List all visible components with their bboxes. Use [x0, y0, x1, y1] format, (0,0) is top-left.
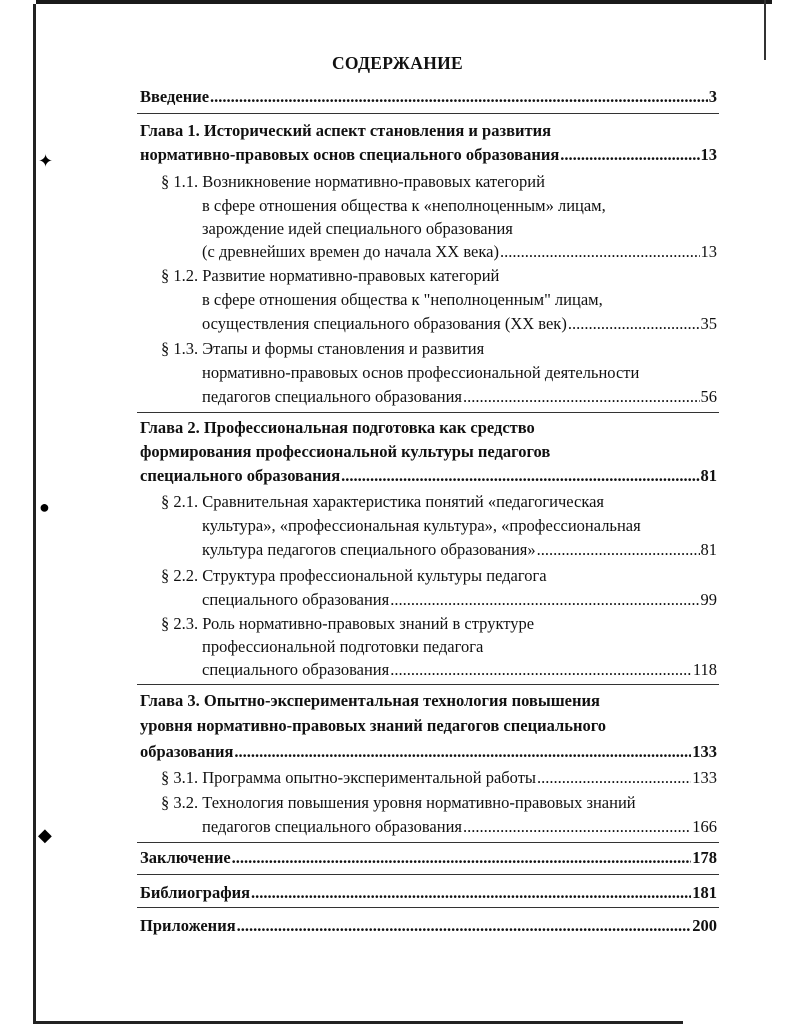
toc-entry-section-1-2[interactable]: [202, 313, 717, 335]
scan-border-top: [36, 0, 772, 4]
toc-page-number: 118: [692, 660, 717, 679]
section-1-2-line: в сфере отношения общества к "неполноценным" лицам,: [202, 290, 603, 309]
toc-entry-label: культура педагогов специального образования»: [202, 540, 536, 559]
scan-blot-icon: ◆: [38, 825, 52, 845]
leader-dots: [463, 386, 700, 408]
toc-entry-label: Приложения: [140, 916, 236, 935]
leader-dots: [232, 847, 692, 869]
leader-dots: [568, 313, 700, 335]
section-number: § 2.2.: [161, 566, 199, 585]
toc-page-number: 133: [692, 768, 717, 787]
toc-entry-section-2-1[interactable]: [202, 539, 717, 561]
toc-entry-chapter-2[interactable]: [140, 465, 717, 487]
toc-page-number: 35: [700, 314, 717, 333]
toc-entry-label: педагогов специального образования: [202, 817, 462, 836]
scan-border-right: [764, 0, 766, 60]
toc-entry-section-2-3[interactable]: [202, 659, 717, 681]
leader-dots: [341, 465, 699, 487]
leader-dots: [251, 882, 691, 904]
chapter-2-heading[interactable]: Глава 2. Профессиональная подготовка как средство: [140, 418, 535, 437]
section-title: Развитие нормативно-правовых категорий: [202, 266, 500, 285]
leader-dots: [537, 767, 691, 789]
leader-dots: [560, 144, 699, 166]
section-2-3-line: профессиональной подготовки педагога: [202, 637, 484, 656]
section-1-2-heading[interactable]: [161, 265, 499, 287]
chapter-3-heading[interactable]: Глава 3. Опытно-экспериментальная технология повышения: [140, 691, 600, 710]
divider: [137, 874, 719, 875]
section-title: Технология повышения уровня нормативно-правовых знаний: [202, 793, 636, 812]
toc-entry-label: специального образования: [202, 660, 390, 679]
section-title: Возникновение нормативно-правовых категорий: [202, 172, 545, 191]
toc-entry-introduction[interactable]: [140, 86, 717, 108]
section-number: § 3.1.: [161, 768, 199, 787]
section-1-1-line: зарождение идей специального образования: [202, 219, 513, 238]
toc-entry-section-1-1[interactable]: [202, 241, 717, 263]
section-title: Программа опытно-экспериментальной работы: [202, 768, 536, 787]
section-title: Структура профессиональной культуры педагога: [202, 566, 547, 585]
toc-entry-label: образования: [140, 742, 234, 761]
toc-entry-section-1-3[interactable]: [202, 386, 717, 408]
section-number: § 3.2.: [161, 793, 199, 812]
toc-entry-bibliography[interactable]: [140, 882, 717, 904]
toc-entry-label: Библиография: [140, 883, 251, 902]
divider: [137, 907, 719, 908]
toc-page-number: 178: [692, 848, 717, 867]
toc-page-number: 166: [692, 817, 717, 836]
section-number: § 1.3.: [161, 339, 199, 358]
section-number: § 2.3.: [161, 614, 199, 633]
chapter-1-heading[interactable]: Глава 1. Исторический аспект становления и развития: [140, 121, 552, 140]
scan-blot-icon: ●: [39, 497, 50, 517]
toc-page-number: 181: [692, 883, 717, 902]
section-2-1-heading[interactable]: [161, 491, 604, 513]
section-2-1-line: культура», «профессиональная культура», «профессиональная: [202, 516, 641, 535]
toc-entry-label: Введение: [140, 87, 210, 106]
toc-entry-label: нормативно-правовых основ специального образования: [140, 145, 560, 164]
toc-entry-label: [161, 767, 536, 789]
toc-entry-section-3-1[interactable]: [161, 767, 717, 789]
chapter-3-line: уровня нормативно-правовых знаний педагогов специального: [140, 716, 607, 735]
toc-entry-label: осуществления специального образования (XX век): [202, 314, 567, 333]
toc-page-number: 13: [700, 242, 717, 261]
divider: [137, 113, 719, 114]
leader-dots: [234, 741, 691, 763]
divider: [137, 684, 719, 685]
section-1-3-heading[interactable]: [161, 338, 484, 360]
section-1-1-heading[interactable]: [161, 171, 545, 193]
toc-entry-label: специального образования: [202, 590, 390, 609]
leader-dots: [390, 589, 699, 611]
toc-page-number: 56: [700, 387, 717, 406]
toc-entry-label: (с древнейших времен до начала XX века): [202, 242, 499, 261]
section-number: § 1.1.: [161, 172, 199, 191]
leader-dots: [537, 539, 700, 561]
divider: [137, 412, 719, 413]
leader-dots: [210, 86, 708, 108]
section-3-2-heading[interactable]: [161, 792, 636, 814]
scan-blot-icon: ✦: [38, 151, 54, 171]
scan-border-bottom: [33, 1021, 683, 1024]
section-2-2-heading[interactable]: [161, 565, 547, 587]
toc-page-number: 200: [692, 916, 717, 935]
page-title: СОДЕРЖАНИЕ: [331, 53, 463, 73]
toc-entry-label: педагогов специального образования: [202, 387, 462, 406]
toc-page-number: 3: [708, 87, 717, 106]
leader-dots: [390, 659, 692, 681]
toc-entry-appendices[interactable]: [140, 915, 717, 937]
toc-page-number: 13: [700, 145, 717, 164]
toc-entry-section-3-2[interactable]: [202, 816, 717, 838]
toc-entry-chapter-1[interactable]: [140, 144, 717, 166]
toc-entry-label: Заключение: [140, 848, 231, 867]
leader-dots: [500, 241, 700, 263]
toc-entry-chapter-3[interactable]: [140, 741, 717, 763]
toc-entry-conclusion[interactable]: [140, 847, 717, 869]
section-title: Сравнительная характеристика понятий «педагогическая: [202, 492, 605, 511]
section-1-1-line: в сфере отношения общества к «неполноценным» лицам,: [202, 196, 606, 215]
toc-page-number: 133: [692, 742, 717, 761]
section-2-3-heading[interactable]: [161, 613, 534, 635]
scan-border-left: [33, 4, 36, 1022]
leader-dots: [237, 915, 692, 937]
toc-page-number: 81: [700, 540, 717, 559]
divider: [137, 842, 719, 843]
toc-entry-section-2-2[interactable]: [202, 589, 717, 611]
section-number: § 1.2.: [161, 266, 199, 285]
section-title: Роль нормативно-правовых знаний в структуре: [202, 614, 535, 633]
toc-entry-label: специального образования: [140, 466, 341, 485]
section-title: Этапы и формы становления и развития: [202, 339, 485, 358]
section-1-3-line: нормативно-правовых основ профессиональной деятельности: [202, 363, 640, 382]
leader-dots: [463, 816, 691, 838]
chapter-2-line: формирования профессиональной культуры педагогов: [140, 442, 551, 461]
section-number: § 2.1.: [161, 492, 199, 511]
toc-page-number: 99: [700, 590, 717, 609]
toc-page-number: 81: [700, 466, 717, 485]
